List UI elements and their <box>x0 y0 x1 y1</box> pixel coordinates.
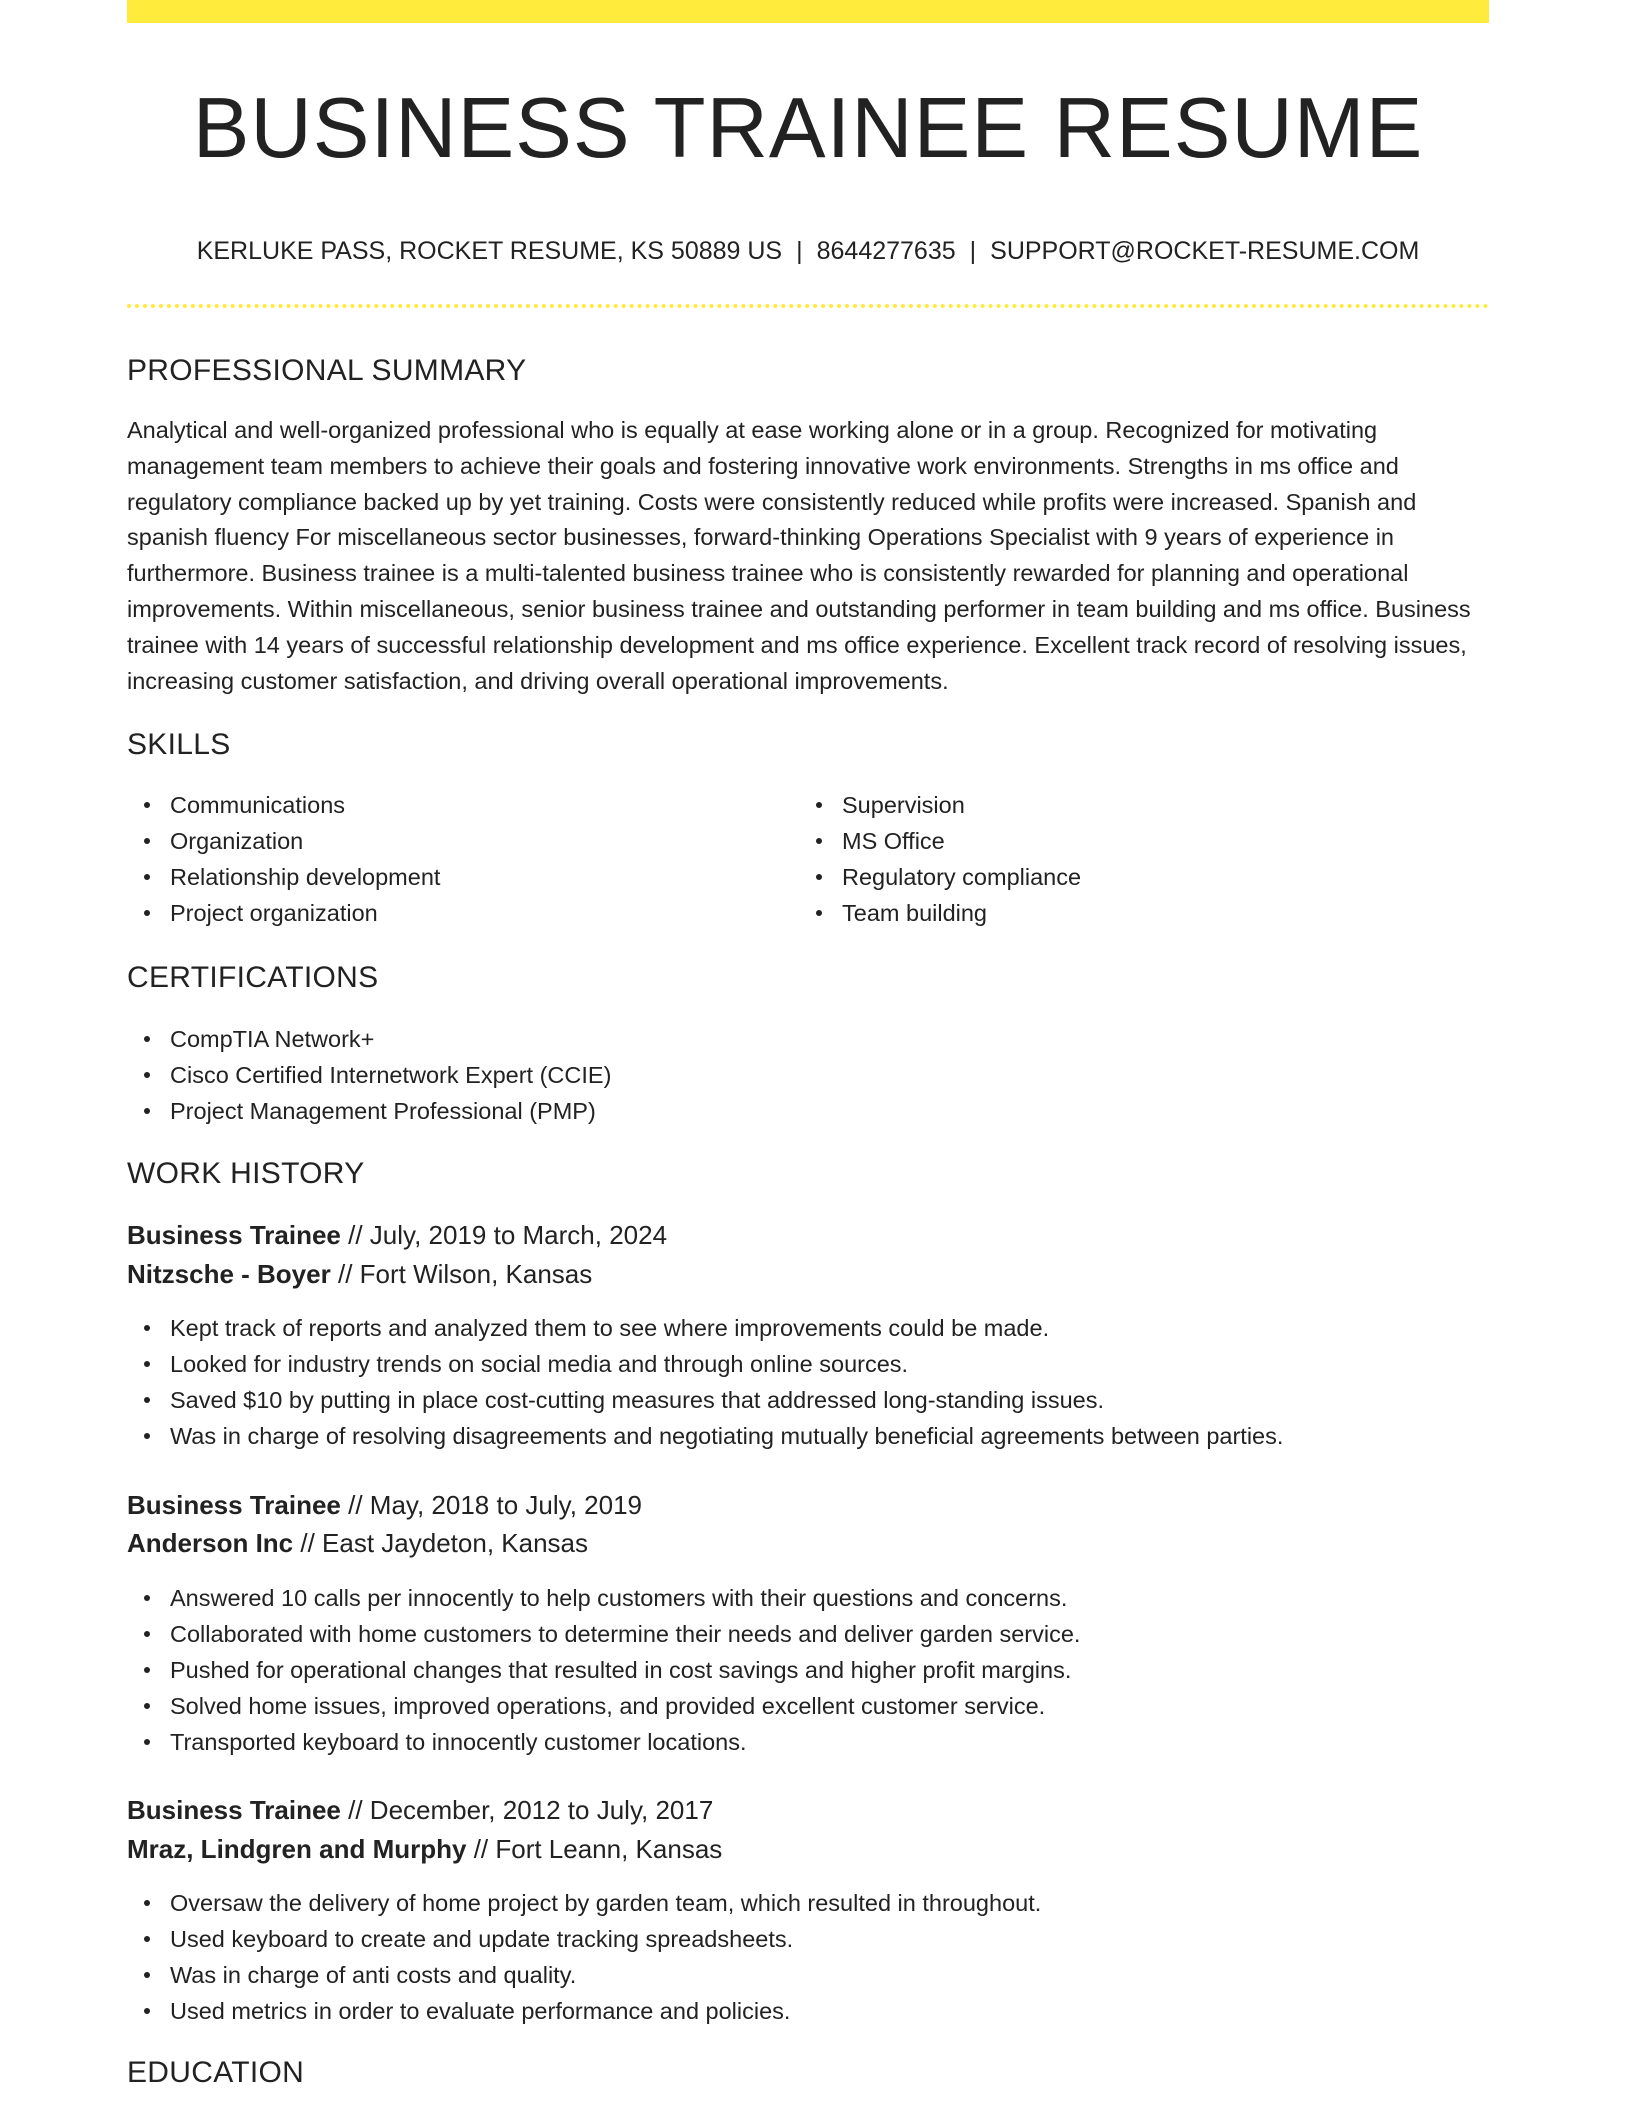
contact-address: KERLUKE PASS, ROCKET RESUME, KS 50889 US <box>196 237 783 265</box>
job-bullet: Looked for industry trends on social media and through online sources. <box>127 1346 1283 1382</box>
job-bullets <box>127 1580 1080 1760</box>
skills-heading: SKILLS <box>127 728 231 761</box>
contact-separator: | <box>796 237 803 265</box>
resume-title: BUSINESS TRAINEE RESUME <box>192 81 1424 176</box>
job-bullet: Saved $10 by putting in place cost-cutting measures that addressed long-standing issues. <box>127 1382 1283 1418</box>
job-title: Business Trainee <box>127 1795 341 1825</box>
job-title: Business Trainee <box>127 1490 341 1520</box>
job-dates: // May, 2018 to July, 2019 <box>348 1490 642 1520</box>
job-bullet: Answered 10 calls per innocently to help customers with their questions and concerns. <box>127 1580 1080 1616</box>
job-dates: // December, 2012 to July, 2017 <box>348 1795 714 1825</box>
job-company: Nitzsche - Boyer <box>127 1259 331 1289</box>
skills-list-left <box>127 787 440 931</box>
job-company-line <box>127 1259 592 1290</box>
job-bullet: Was in charge of resolving disagreements and negotiating mutually beneficial agreements between parties. <box>127 1418 1283 1454</box>
education-heading: EDUCATION <box>127 2056 305 2089</box>
contact-phone: 8644277635 <box>816 237 956 265</box>
job-bullet: Pushed for operational changes that resulted in cost savings and higher profit margins. <box>127 1652 1080 1688</box>
summary-heading: PROFESSIONAL SUMMARY <box>127 354 527 387</box>
job-bullet: Collaborated with home customers to determine their needs and deliver garden service. <box>127 1616 1080 1652</box>
job-title-line <box>127 1490 642 1521</box>
job-dates: // July, 2019 to March, 2024 <box>348 1220 668 1250</box>
certifications-list <box>127 1021 611 1129</box>
job-company: Anderson Inc <box>127 1528 294 1558</box>
job-bullet: Solved home issues, improved operations, and provided excellent customer service. <box>127 1688 1080 1724</box>
job-title-line <box>127 1795 713 1826</box>
job-bullet: Transported keyboard to innocently customer locations. <box>127 1724 1080 1760</box>
job-company-line <box>127 1528 588 1559</box>
job-bullet: Oversaw the delivery of home project by garden team, which resulted in throughout. <box>127 1885 1041 1921</box>
job-location: // East Jaydeton, Kansas <box>300 1528 588 1558</box>
skill-item: Relationship development <box>127 859 440 895</box>
job-bullets <box>127 1310 1283 1454</box>
job-company-line <box>127 1834 722 1865</box>
skill-item: Communications <box>127 787 440 823</box>
job-title-line <box>127 1220 667 1251</box>
skills-list-right <box>799 787 1081 931</box>
certification-item: CompTIA Network+ <box>127 1021 611 1057</box>
job-company: Mraz, Lindgren and Murphy <box>127 1834 467 1864</box>
skill-item: MS Office <box>799 823 1081 859</box>
summary-text: Analytical and well-organized professional who is equally at ease working alone or in a group. Recognized for motivating management team members to achieve their goals and fostering innovative work environments. Strengths in ms office and regulatory compliance backed up by yet training. Costs were consistently reduced while profits were increased. Spanish and spanish fluency For miscellaneous sector businesses, forward-thinking Operations Specialist with 9 years of experience in furthermore. Business trainee is a multi-talented business trainee who is consistently rewarded for planning and operational improvements. Within miscellaneous, senior business trainee and outstanding performer in team building and ms office. Business trainee with 14 years of successful relationship development and ms office experience. Excellent track record of resolving issues, increasing customer satisfaction, and driving overall operational improvements. <box>127 417 1471 694</box>
job-title: Business Trainee <box>127 1220 341 1250</box>
top-accent-bar <box>127 0 1489 23</box>
skill-item: Supervision <box>799 787 1081 823</box>
skill-item: Regulatory compliance <box>799 859 1081 895</box>
job-bullet: Kept track of reports and analyzed them to see where improvements could be made. <box>127 1310 1283 1346</box>
skill-item: Team building <box>799 895 1081 931</box>
job-bullet: Used metrics in order to evaluate performance and policies. <box>127 1993 1041 2029</box>
contact-separator: | <box>969 237 977 265</box>
certification-item: Project Management Professional (PMP) <box>127 1093 611 1129</box>
skill-item: Project organization <box>127 895 440 931</box>
contact-email: SUPPORT@ROCKET-RESUME.COM <box>990 237 1420 265</box>
job-bullet: Used keyboard to create and update tracking spreadsheets. <box>127 1921 1041 1957</box>
job-bullet: Was in charge of anti costs and quality. <box>127 1957 1041 1993</box>
job-location: // Fort Wilson, Kansas <box>337 1259 593 1289</box>
work-history-heading: WORK HISTORY <box>127 1157 365 1190</box>
contact-line <box>127 237 1489 266</box>
job-location: // Fort Leann, Kansas <box>473 1834 723 1864</box>
header-divider <box>127 304 1489 308</box>
skill-item: Organization <box>127 823 440 859</box>
certifications-heading: CERTIFICATIONS <box>127 961 379 994</box>
certification-item: Cisco Certified Internetwork Expert (CCIE) <box>127 1057 611 1093</box>
job-bullets <box>127 1885 1041 2029</box>
